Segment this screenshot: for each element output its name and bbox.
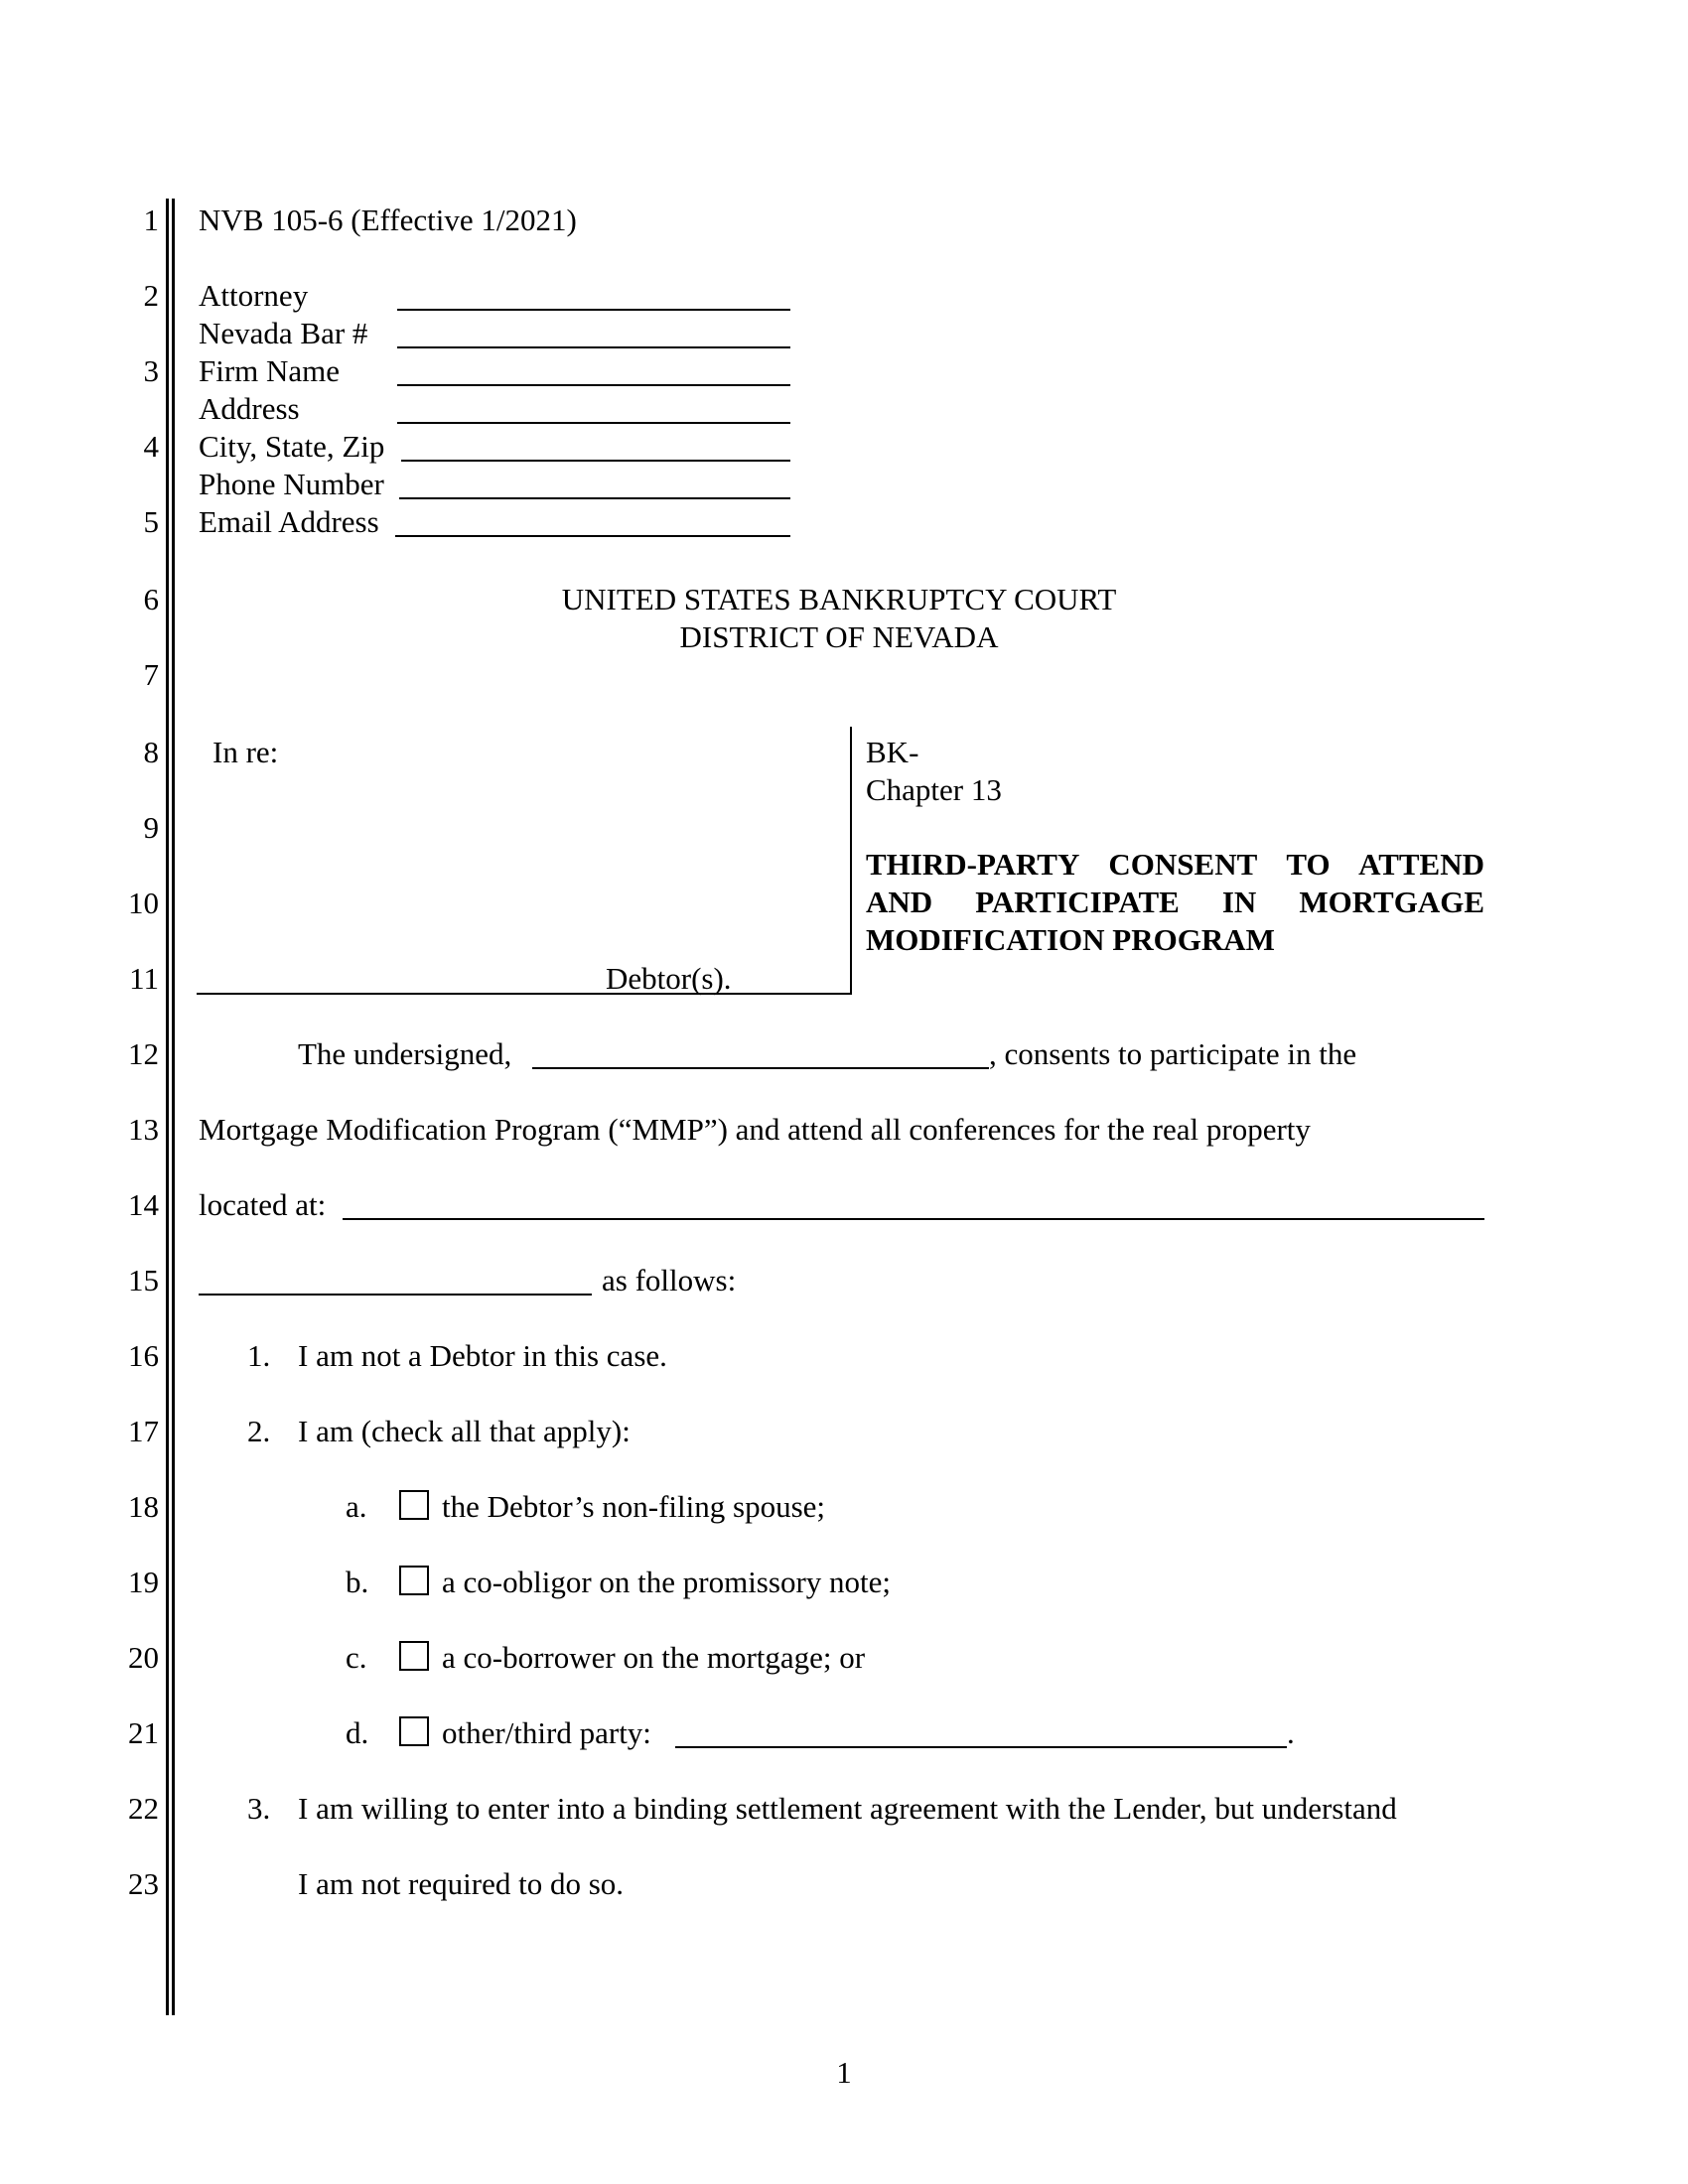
item1-number: 1. bbox=[247, 1338, 271, 1373]
line-number: 9 bbox=[143, 810, 159, 845]
option-d-text: other/third party: bbox=[442, 1715, 651, 1750]
attorney-field[interactable] bbox=[397, 309, 790, 311]
item2-text: I am (check all that apply): bbox=[298, 1414, 631, 1448]
consents-text: , consents to participate in the bbox=[989, 1036, 1357, 1071]
caption-divider bbox=[850, 727, 852, 995]
city-label: City, State, Zip bbox=[199, 429, 385, 464]
item2-number: 2. bbox=[247, 1414, 271, 1448]
in-re-label: In re: bbox=[212, 735, 279, 769]
line-number: 8 bbox=[143, 735, 159, 769]
line-number: 2 bbox=[143, 278, 159, 313]
email-label: Email Address bbox=[199, 504, 379, 539]
address-label: Address bbox=[199, 391, 300, 426]
item3-number: 3. bbox=[247, 1791, 271, 1826]
line-number: 3 bbox=[143, 353, 159, 388]
option-d-period: . bbox=[1287, 1715, 1295, 1750]
line-number: 4 bbox=[143, 429, 159, 464]
page-number: 1 bbox=[836, 2055, 852, 2090]
option-a-checkbox[interactable] bbox=[399, 1490, 429, 1520]
phone-field[interactable] bbox=[399, 497, 790, 499]
caption-bottom-line bbox=[197, 993, 852, 995]
undersigned-name-field[interactable] bbox=[532, 1067, 989, 1069]
option-b-text: a co-obligor on the promissory note; bbox=[442, 1565, 891, 1599]
option-c-text: a co-borrower on the mortgage; or bbox=[442, 1640, 866, 1675]
option-d-checkbox[interactable] bbox=[399, 1716, 429, 1746]
city-field[interactable] bbox=[401, 460, 790, 462]
line-number: 13 bbox=[128, 1112, 159, 1147]
line-number: 21 bbox=[128, 1715, 159, 1750]
undersigned-text: The undersigned, bbox=[298, 1036, 512, 1071]
property-address-field-2[interactable] bbox=[199, 1294, 592, 1296]
document-title-line2: AND PARTICIPATE IN MORTGAGE bbox=[866, 885, 1484, 919]
line-number: 12 bbox=[128, 1036, 159, 1071]
line-number: 18 bbox=[128, 1489, 159, 1524]
line-number: 6 bbox=[143, 582, 159, 616]
bk-number: BK- bbox=[866, 735, 919, 769]
option-c-checkbox[interactable] bbox=[399, 1641, 429, 1671]
line-number: 19 bbox=[128, 1565, 159, 1599]
margin-rule-right bbox=[172, 199, 175, 2015]
line-number: 16 bbox=[128, 1338, 159, 1373]
firm-label: Firm Name bbox=[199, 353, 341, 388]
located-text: located at: bbox=[199, 1187, 327, 1222]
margin-rule-left bbox=[166, 199, 169, 2015]
program-text: Mortgage Modification Program (“MMP”) and attend all conferences for the real property bbox=[199, 1112, 1311, 1147]
line-number: 23 bbox=[128, 1866, 159, 1901]
option-b-letter: b. bbox=[346, 1565, 369, 1599]
line-number: 1 bbox=[143, 203, 159, 237]
line-number: 20 bbox=[128, 1640, 159, 1675]
line-number: 10 bbox=[128, 886, 159, 920]
option-a-letter: a. bbox=[346, 1489, 367, 1524]
property-address-field[interactable] bbox=[343, 1218, 1484, 1220]
line-number: 15 bbox=[128, 1263, 159, 1297]
phone-label: Phone Number bbox=[199, 467, 384, 501]
line-number: 14 bbox=[128, 1187, 159, 1222]
item3-text-line2: I am not required to do so. bbox=[298, 1866, 625, 1901]
line-number: 11 bbox=[129, 961, 159, 996]
line-number: 5 bbox=[143, 504, 159, 539]
option-c-letter: c. bbox=[346, 1640, 367, 1675]
item1-text: I am not a Debtor in this case. bbox=[298, 1338, 667, 1373]
as-follows-text: as follows: bbox=[602, 1263, 737, 1297]
line-number: 22 bbox=[128, 1791, 159, 1826]
firm-field[interactable] bbox=[397, 384, 790, 386]
option-a-text: the Debtor’s non-filing spouse; bbox=[442, 1489, 826, 1524]
email-field[interactable] bbox=[395, 535, 790, 537]
line-number: 7 bbox=[143, 657, 159, 692]
chapter-label: Chapter 13 bbox=[866, 772, 1002, 807]
option-b-checkbox[interactable] bbox=[399, 1566, 429, 1595]
form-id: NVB 105-6 (Effective 1/2021) bbox=[199, 203, 577, 237]
bar-field[interactable] bbox=[397, 346, 790, 348]
debtor-label: Debtor(s). bbox=[606, 961, 732, 996]
bar-label: Nevada Bar # bbox=[199, 316, 368, 350]
option-d-letter: d. bbox=[346, 1715, 369, 1750]
court-name: UNITED STATES BANKRUPTCY COURT bbox=[561, 582, 1117, 616]
document-title-line3: MODIFICATION PROGRAM bbox=[866, 922, 1275, 957]
document-title-line1: THIRD-PARTY CONSENT TO ATTEND bbox=[866, 847, 1484, 882]
attorney-label: Attorney bbox=[199, 278, 309, 313]
other-party-field[interactable] bbox=[675, 1746, 1287, 1748]
court-district: DISTRICT OF NEVADA bbox=[679, 619, 999, 654]
address-field[interactable] bbox=[397, 422, 790, 424]
item3-text-line1: I am willing to enter into a binding settlement agreement with the Lender, but understand bbox=[298, 1791, 1397, 1826]
line-number: 17 bbox=[128, 1414, 159, 1448]
